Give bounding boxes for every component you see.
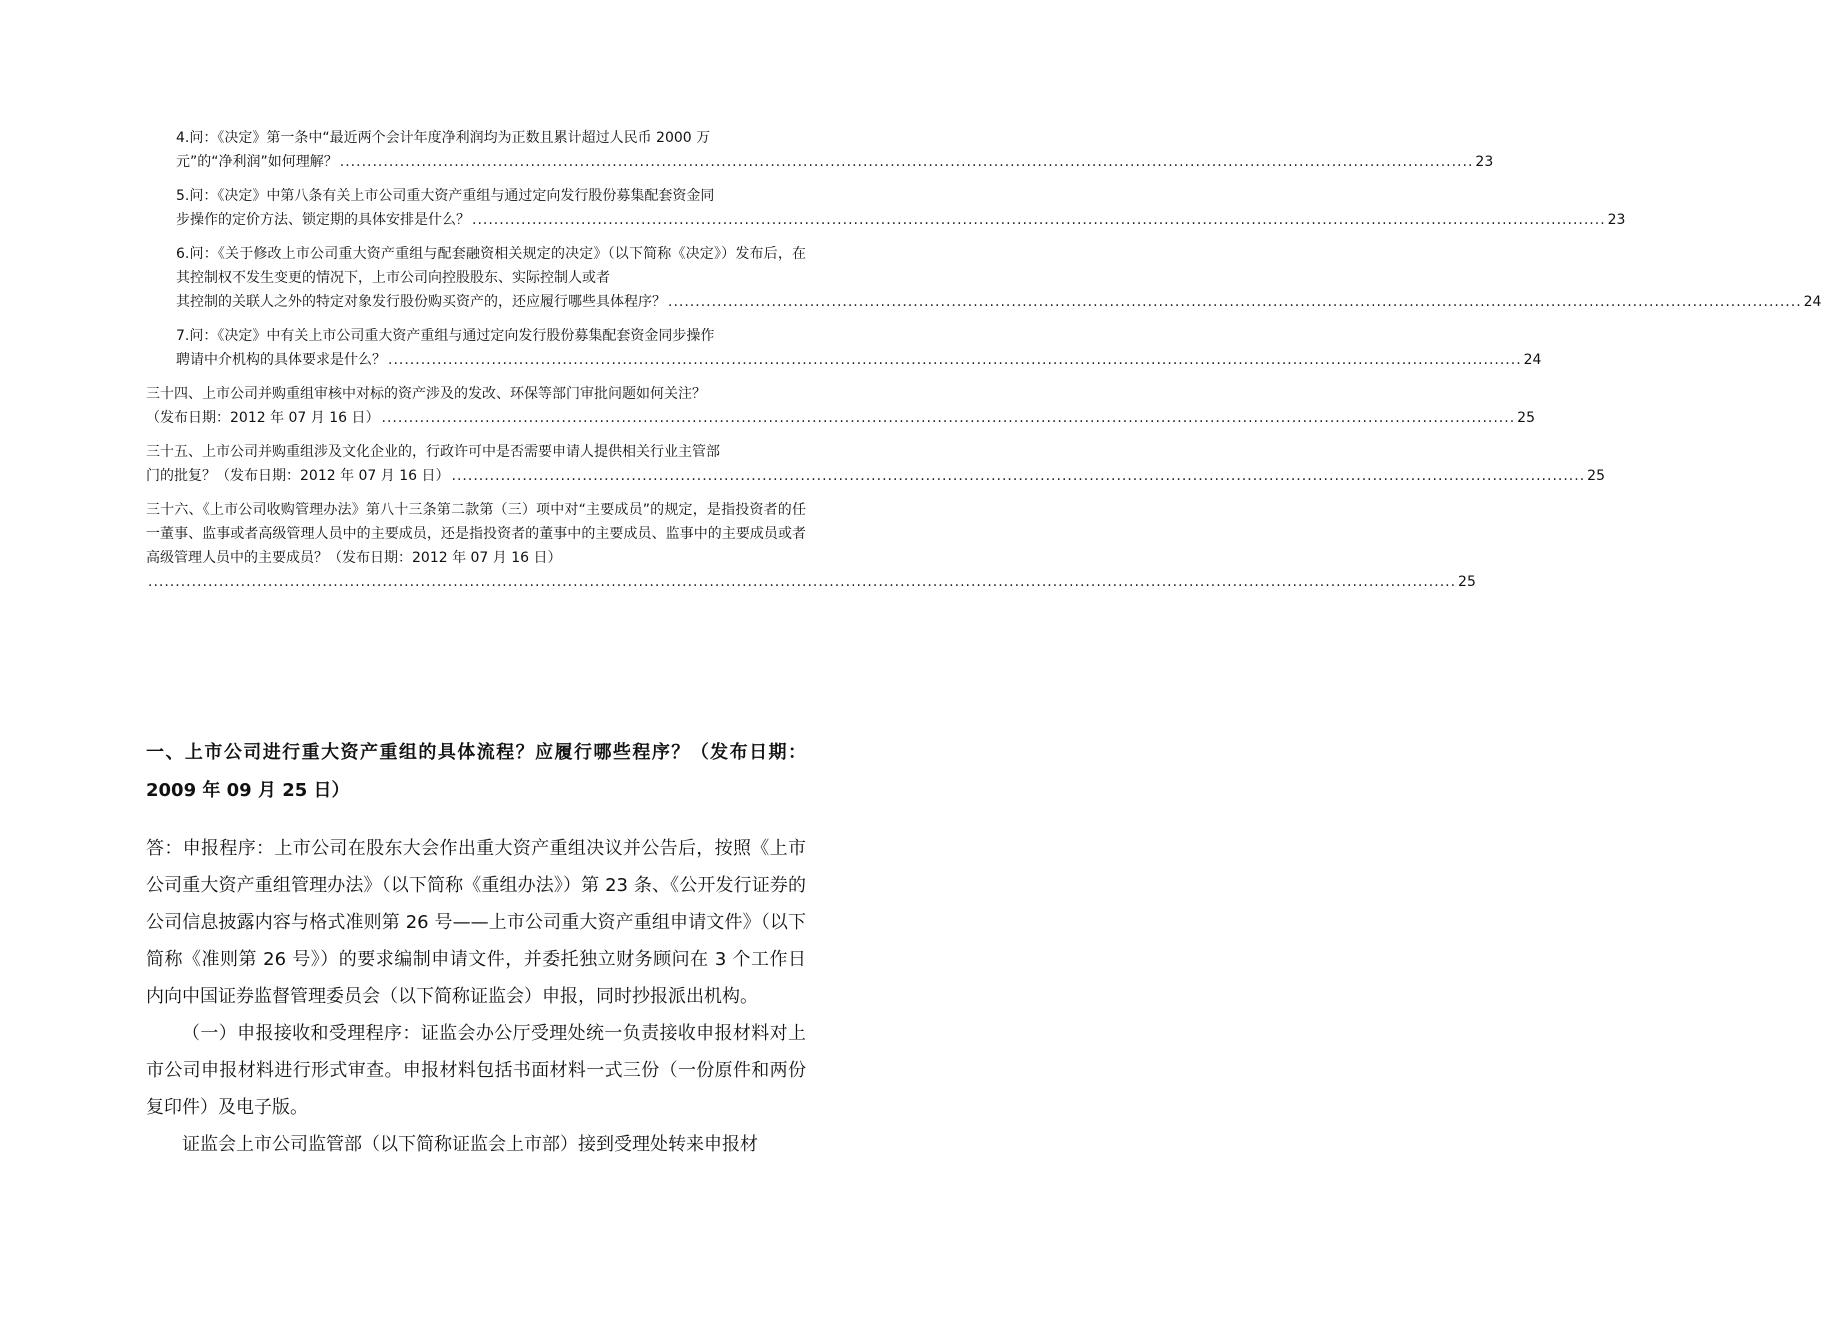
toc-page-number: 23 xyxy=(1475,154,1494,170)
toc-entry-tail: （发布日期：2012 年 07 月 16 日） xyxy=(146,410,380,426)
toc-entry-text: 4.问：《决定》第一条中“最近两个会计年度净利润均为正数且累计超过人民币 2000 万 xyxy=(176,130,711,146)
toc-entry-leader-line xyxy=(146,570,1476,594)
toc-page-number: 25 xyxy=(1517,410,1535,426)
body-paragraph: 答：申报程序：上市公司在股东大会作出重大资产重组决议并公告后，按照《上市公司重大资产重组管理办法》（以下简称《重组办法》）第 23 条、《公开发行证券的公司信息披露内容与格式准则第 26 号——上市公司重大资产重组申请文件》（以下简称《准则第 26 号》）的要求编制申请文件，并委托独立财务顾问在 3 个工作日内向中国证券监督管理委员会（以下简称证监会）申报，同时抄报派出机构。 xyxy=(146,838,806,1007)
toc-dot-leader: ................................................................................................................................................................................................................ xyxy=(388,352,1522,368)
toc-entry[interactable] xyxy=(146,498,1476,594)
toc-entry-text: 三十五、上市公司并购重组涉及文化企业的，行政许可中是否需要申请人提供相关行业主管部 xyxy=(146,444,720,460)
toc-dot-leader: ................................................................................................................................................................................................................ xyxy=(339,154,1474,170)
toc-entry-leader-line xyxy=(176,290,1821,314)
toc-entry-leader-line xyxy=(176,348,1542,372)
toc-entry-text: 三十六、《上市公司收购管理办法》第八十三条第二款第（三）项中对“主要成员”的规定，是指投资者的任一董事、监事或者高级管理人员中的主要成员，还是指投资者的董事中的主要成员、监事中的主要成员或者高级管理人员中的主要成员？（发布日期：2012 年 07 月 16 日） xyxy=(146,502,806,566)
toc-entry[interactable] xyxy=(146,440,1605,488)
toc-page-number: 24 xyxy=(1523,352,1542,368)
toc-entry-tail: 聘请中介机构的具体要求是什么？ xyxy=(176,352,386,368)
body-paragraph: 证监会上市公司监管部（以下简称证监会上市部）接到受理处转来申报材 xyxy=(182,1134,758,1155)
toc-entry-leader-line xyxy=(146,406,1535,430)
toc-entry-leader-line xyxy=(146,464,1605,488)
toc-dot-leader: ................................................................................................................................................................................................................ xyxy=(472,212,1606,228)
toc-entry[interactable] xyxy=(146,324,1542,372)
toc-page-number: 24 xyxy=(1803,294,1821,310)
section-heading: 一、上市公司进行重大资产重组的具体流程？应履行哪些程序？（发布日期：2009 年 09 月 25 日） xyxy=(146,742,806,801)
toc-dot-leader: ................................................................................................................................................................................................................ xyxy=(451,468,1586,484)
toc-entry-tail: 步操作的定价方法、锁定期的具体安排是什么？ xyxy=(176,212,470,228)
toc-page-number: 25 xyxy=(1587,468,1605,484)
toc-dot-leader: ................................................................................................................................................................................................................ xyxy=(381,410,1516,426)
toc-page-number: 23 xyxy=(1607,212,1626,228)
toc-entry-text: 三十四、上市公司并购重组审核中对标的资产涉及的发改、环保等部门审批问题如何关注？ xyxy=(146,386,706,402)
toc-entry-text: 5.问：《决定》中第八条有关上市公司重大资产重组与通过定向发行股份募集配套资金同 xyxy=(176,188,715,204)
body-paragraph: （一）申报接收和受理程序：证监会办公厅受理处统一负责接收申报材料对上市公司申报材料进行形式审查。申报材料包括书面材料一式三份（一份原件和两份复印件）及电子版。 xyxy=(146,1023,806,1118)
toc-dot-leader: ................................................................................................................................................................................................................ xyxy=(668,294,1802,310)
toc-entry-text: 6.问：《关于修改上市公司重大资产重组与配套融资相关规定的决定》（以下简称《决定》）发布后，在其控制权不发生变更的情况下，上市公司向控股股东、实际控制人或者 xyxy=(176,246,806,286)
toc-page-number: 25 xyxy=(1458,574,1476,590)
table-of-contents xyxy=(146,126,1821,604)
toc-entry-text: 7.问：《决定》中有关上市公司重大资产重组与通过定向发行股份募集配套资金同步操作 xyxy=(176,328,715,344)
toc-entry-leader-line xyxy=(176,208,1626,232)
toc-entry[interactable] xyxy=(146,184,1626,232)
toc-entry-tail: 门的批复？（发布日期：2012 年 07 月 16 日） xyxy=(146,468,450,484)
toc-entry-tail: 元”的“净利润”如何理解？ xyxy=(176,154,338,170)
toc-dot-leader: ................................................................................................................................................................................................................................................ xyxy=(148,574,1457,590)
toc-entry[interactable] xyxy=(146,126,1494,174)
toc-entry-leader-line xyxy=(176,150,1494,174)
toc-entry[interactable] xyxy=(146,382,1535,430)
toc-entry-tail: 其控制的关联人之外的特定对象发行股份购买资产的，还应履行哪些具体程序？ xyxy=(176,294,666,310)
toc-entry[interactable] xyxy=(146,242,1821,314)
section-body xyxy=(146,830,806,1163)
